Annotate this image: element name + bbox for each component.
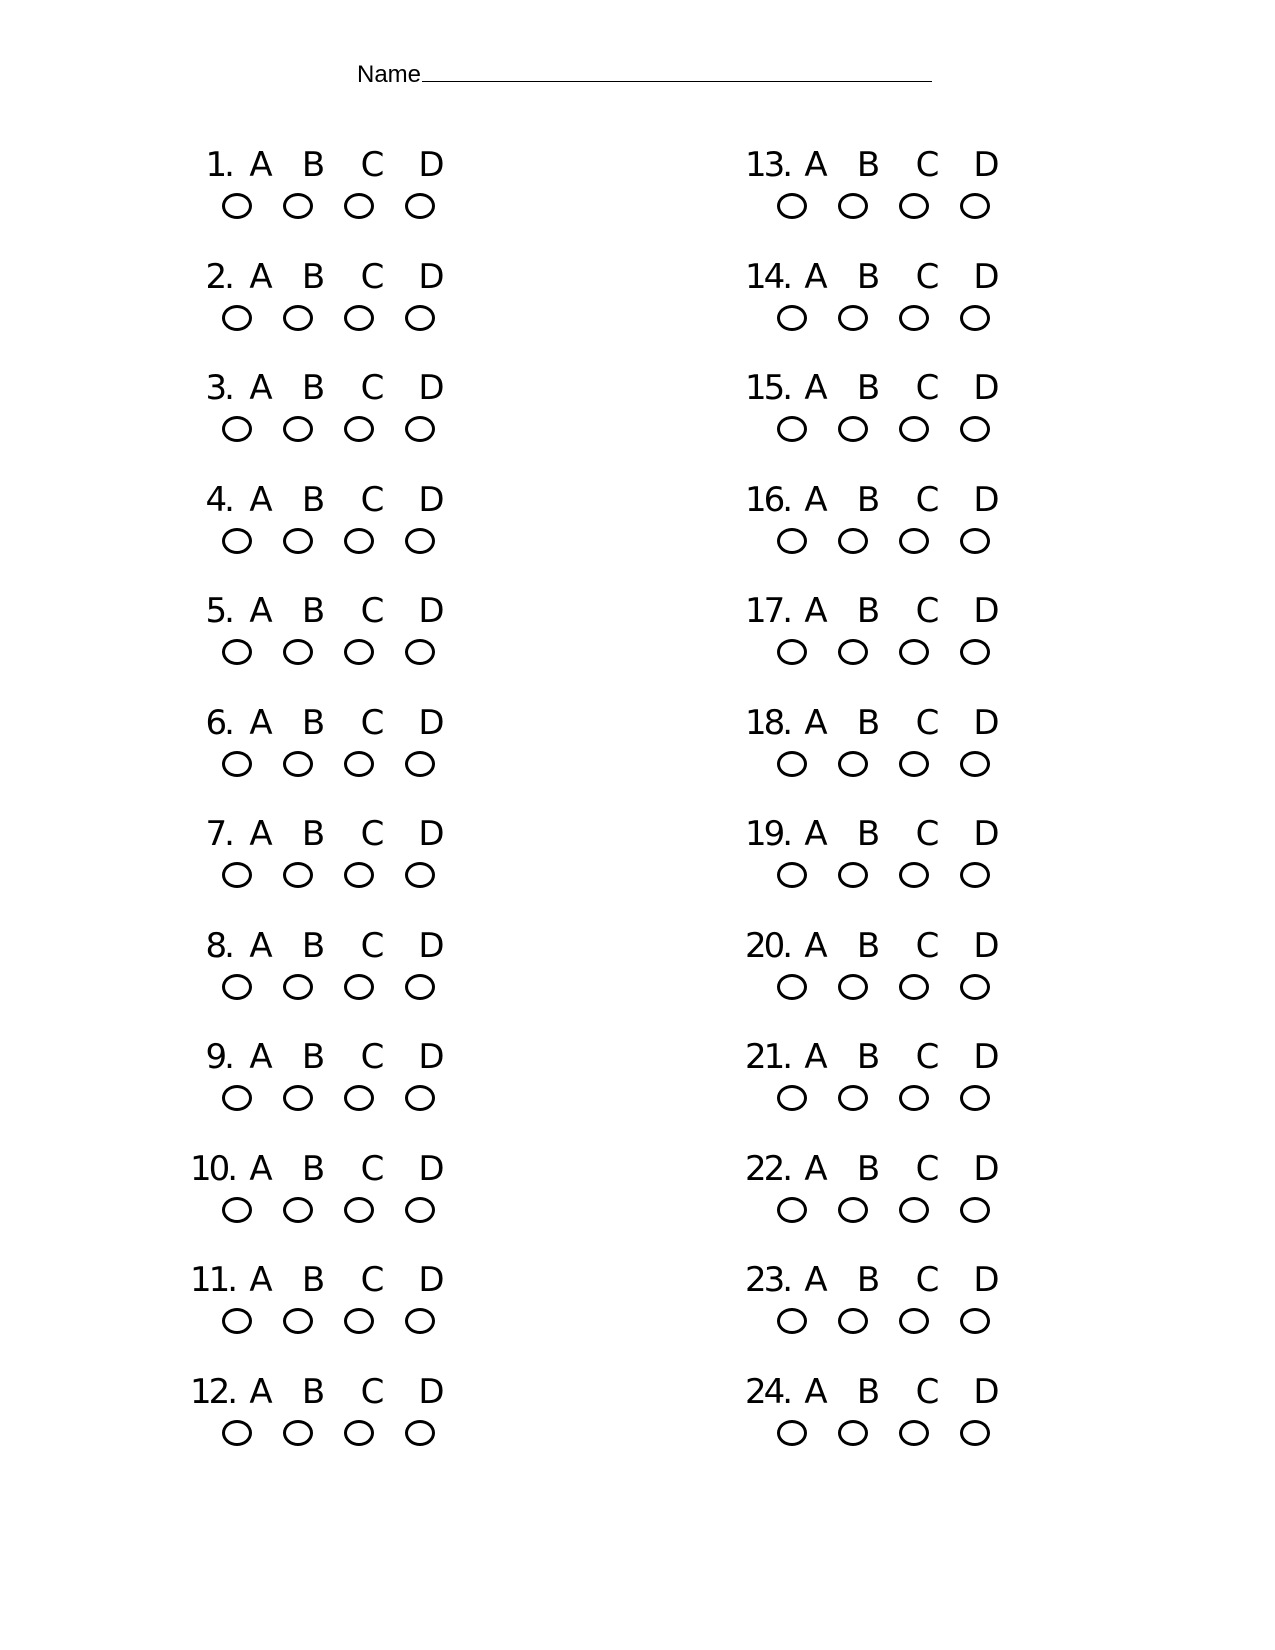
answer-bubble[interactable] [838, 862, 868, 888]
question-choices-row [745, 926, 1021, 970]
question-item [190, 814, 466, 926]
question-item [745, 145, 1021, 257]
question-number: 11. [190, 1260, 236, 1300]
choice-letter: C [360, 1371, 385, 1412]
choice-letter: D [418, 368, 445, 408]
question-item [745, 591, 1021, 703]
answer-bubble[interactable] [283, 305, 313, 331]
question-choices-row [745, 368, 1021, 412]
answer-bubble[interactable] [838, 528, 868, 554]
answer-bubble[interactable] [838, 639, 868, 665]
question-item [745, 1149, 1021, 1261]
choice-letter: D [418, 1371, 445, 1412]
answer-bubble[interactable] [344, 974, 374, 1000]
answer-bubble[interactable] [960, 1420, 990, 1446]
choice-letter: A [249, 145, 273, 185]
answer-bubble[interactable] [960, 193, 990, 219]
choice-letter: A [249, 702, 273, 743]
choice-letter: C [360, 1260, 385, 1300]
choice-letter: A [804, 1037, 828, 1077]
question-number: 12. [190, 1371, 236, 1412]
question-item [745, 257, 1021, 369]
choice-letter: D [973, 145, 1000, 185]
choice-letter: D [973, 479, 1000, 520]
answer-bubble[interactable] [777, 1197, 807, 1223]
choice-letter: B [856, 1148, 881, 1189]
answer-bubbles [777, 862, 1021, 888]
question-item [745, 1260, 1021, 1372]
question-item [190, 1037, 466, 1149]
question-number: 17. [745, 591, 791, 631]
choice-letter: D [973, 1371, 1000, 1412]
answer-bubbles [777, 1197, 1021, 1223]
answer-bubble[interactable] [960, 305, 990, 331]
answer-bubbles [222, 639, 466, 665]
answer-bubble[interactable] [344, 193, 374, 219]
choice-letter: D [418, 145, 445, 185]
choice-letter: B [301, 814, 326, 854]
question-item [190, 1260, 466, 1372]
answer-bubble[interactable] [283, 1085, 313, 1111]
choice-letter: B [301, 1260, 326, 1300]
choice-letter: B [301, 479, 326, 520]
choice-letter: C [915, 1037, 940, 1077]
choice-letter: C [915, 591, 940, 631]
choice-letter: A [804, 925, 828, 966]
question-number: 2. [205, 256, 232, 297]
choice-letter: A [249, 1037, 273, 1077]
answer-bubble[interactable] [899, 1420, 929, 1446]
question-number: 21. [745, 1037, 791, 1077]
choice-letter: C [360, 814, 385, 854]
choice-letter: C [915, 1371, 940, 1412]
answer-bubble[interactable] [283, 639, 313, 665]
choice-letter: A [804, 145, 828, 185]
answer-bubbles [777, 974, 1021, 1000]
answer-bubble[interactable] [777, 751, 807, 777]
answer-bubble[interactable] [222, 416, 252, 442]
question-choices-row [190, 145, 466, 189]
answer-bubble[interactable] [777, 1308, 807, 1334]
choice-letter: B [301, 256, 326, 297]
left-question-column [190, 145, 466, 1483]
question-choices-row [190, 257, 466, 301]
question-number: 8. [205, 925, 232, 966]
answer-bubble[interactable] [344, 1308, 374, 1334]
choice-letter: C [915, 1260, 940, 1300]
question-choices-row [190, 591, 466, 635]
choice-letter: D [973, 1037, 1000, 1077]
answer-bubble[interactable] [899, 305, 929, 331]
question-number: 6. [205, 702, 232, 743]
answer-bubble[interactable] [222, 862, 252, 888]
answer-bubble[interactable] [960, 1308, 990, 1334]
answer-bubble[interactable] [899, 1308, 929, 1334]
answer-bubbles [777, 1308, 1021, 1334]
choice-letter: D [973, 814, 1000, 854]
choice-letter: B [301, 591, 326, 631]
answer-bubble[interactable] [283, 193, 313, 219]
question-item [190, 480, 466, 592]
answer-bubble[interactable] [283, 1420, 313, 1446]
question-item [190, 368, 466, 480]
answer-bubble[interactable] [838, 751, 868, 777]
choice-letter: C [360, 1037, 385, 1077]
choice-letter: C [915, 479, 940, 520]
question-number: 14. [745, 256, 791, 297]
choice-letter: A [249, 479, 273, 520]
answer-bubble[interactable] [899, 974, 929, 1000]
question-item [745, 814, 1021, 926]
answer-bubble[interactable] [283, 528, 313, 554]
question-choices-row [745, 1037, 1021, 1081]
answer-bubble[interactable] [777, 305, 807, 331]
answer-bubble[interactable] [838, 1308, 868, 1334]
choice-letter: B [301, 1371, 326, 1412]
choice-letter: B [301, 368, 326, 408]
choice-letter: A [249, 925, 273, 966]
question-choices-row [745, 703, 1021, 747]
answer-bubble[interactable] [899, 528, 929, 554]
choice-letter: D [418, 925, 445, 966]
answer-bubble[interactable] [344, 862, 374, 888]
answer-bubbles [777, 1085, 1021, 1111]
question-choices-row [190, 1260, 466, 1304]
answer-bubbles [777, 193, 1021, 219]
question-item [190, 591, 466, 703]
question-choices-row [745, 1372, 1021, 1416]
choice-letter: D [973, 591, 1000, 631]
answer-bubble[interactable] [899, 862, 929, 888]
answer-bubble[interactable] [838, 974, 868, 1000]
answer-bubble[interactable] [899, 193, 929, 219]
choice-letter: B [856, 1037, 881, 1077]
choice-letter: D [418, 814, 445, 854]
choice-letter: B [856, 368, 881, 408]
choice-letter: B [856, 479, 881, 520]
question-number: 1. [205, 145, 232, 185]
choice-letter: C [915, 702, 940, 743]
answer-bubble[interactable] [344, 416, 374, 442]
question-item [745, 1372, 1021, 1484]
question-item [745, 480, 1021, 592]
answer-bubble[interactable] [222, 751, 252, 777]
question-item [745, 1037, 1021, 1149]
question-choices-row [190, 703, 466, 747]
choice-letter: C [360, 591, 385, 631]
choice-letter: A [804, 1260, 828, 1300]
question-choices-row [745, 1260, 1021, 1304]
choice-letter: B [856, 1260, 881, 1300]
answer-bubble[interactable] [777, 416, 807, 442]
name-label: Name [357, 61, 422, 88]
question-number: 23. [745, 1260, 791, 1300]
choice-letter: A [804, 256, 828, 297]
question-choices-row [190, 480, 466, 524]
answer-bubble[interactable] [405, 193, 435, 219]
question-choices-row [190, 368, 466, 412]
question-number: 9. [205, 1037, 232, 1077]
question-choices-row [745, 814, 1021, 858]
answer-bubble[interactable] [777, 193, 807, 219]
choice-letter: C [915, 368, 940, 408]
answer-bubbles [222, 751, 466, 777]
choice-letter: D [973, 368, 1000, 408]
choice-letter: B [856, 1371, 881, 1412]
answer-bubble[interactable] [222, 193, 252, 219]
answer-bubble[interactable] [344, 1420, 374, 1446]
choice-letter: C [360, 1148, 385, 1189]
question-number: 10. [190, 1148, 236, 1189]
answer-bubbles [222, 974, 466, 1000]
choice-letter: B [856, 925, 881, 966]
choice-letter: B [856, 145, 881, 185]
choice-letter: B [856, 591, 881, 631]
answer-bubble[interactable] [405, 639, 435, 665]
choice-letter: A [804, 591, 828, 631]
answer-bubble[interactable] [344, 639, 374, 665]
answer-bubble[interactable] [899, 416, 929, 442]
answer-bubble[interactable] [222, 1308, 252, 1334]
choice-letter: D [418, 1037, 445, 1077]
answer-bubbles [777, 639, 1021, 665]
question-choices-row [745, 480, 1021, 524]
choice-letter: A [804, 479, 828, 520]
question-item [745, 703, 1021, 815]
question-choices-row [745, 257, 1021, 301]
answer-bubbles [222, 1197, 466, 1223]
answer-bubble[interactable] [222, 305, 252, 331]
answer-bubble[interactable] [283, 862, 313, 888]
question-choices-row [745, 1149, 1021, 1193]
question-item [190, 1149, 466, 1261]
choice-letter: B [301, 1148, 326, 1189]
question-number: 16. [745, 479, 791, 520]
choice-letter: A [804, 1148, 828, 1189]
choice-letter: B [856, 702, 881, 743]
question-number: 7. [205, 814, 232, 854]
answer-bubble[interactable] [405, 305, 435, 331]
question-item [190, 145, 466, 257]
choice-letter: C [915, 925, 940, 966]
answer-bubble[interactable] [344, 305, 374, 331]
answer-bubble[interactable] [405, 862, 435, 888]
question-item [190, 926, 466, 1038]
answer-bubble[interactable] [344, 751, 374, 777]
answer-bubble[interactable] [960, 751, 990, 777]
question-item [190, 703, 466, 815]
question-number: 20. [745, 925, 791, 966]
choice-letter: C [360, 702, 385, 743]
choice-letter: D [973, 1148, 1000, 1189]
question-number: 22. [745, 1148, 791, 1189]
question-choices-row [745, 591, 1021, 635]
answer-bubble[interactable] [838, 193, 868, 219]
answer-bubble[interactable] [838, 305, 868, 331]
answer-bubbles [222, 1085, 466, 1111]
answer-bubble[interactable] [405, 1308, 435, 1334]
answer-bubbles [222, 416, 466, 442]
choice-letter: B [301, 145, 326, 185]
question-choices-row [745, 145, 1021, 189]
question-number: 3. [205, 368, 232, 408]
answer-bubble[interactable] [405, 1085, 435, 1111]
answer-bubble[interactable] [960, 974, 990, 1000]
choice-letter: A [249, 1371, 273, 1412]
answer-bubble[interactable] [777, 1085, 807, 1111]
answer-bubble[interactable] [777, 639, 807, 665]
answer-bubble[interactable] [960, 1085, 990, 1111]
choice-letter: A [249, 1260, 273, 1300]
question-choices-row [190, 1372, 466, 1416]
choice-letter: A [249, 814, 273, 854]
answer-bubbles [777, 528, 1021, 554]
answer-bubbles [222, 528, 466, 554]
name-blank-line[interactable] [422, 61, 932, 82]
choice-letter: A [249, 591, 273, 631]
answer-bubble[interactable] [899, 1085, 929, 1111]
answer-bubble[interactable] [899, 1197, 929, 1223]
question-item [745, 368, 1021, 480]
answer-bubbles [222, 1308, 466, 1334]
choice-letter: B [856, 256, 881, 297]
question-item [190, 257, 466, 369]
answer-bubble[interactable] [283, 1197, 313, 1223]
choice-letter: D [973, 1260, 1000, 1300]
choice-letter: A [804, 1371, 828, 1412]
choice-letter: D [973, 702, 1000, 743]
choice-letter: D [418, 479, 445, 520]
choice-letter: A [249, 1148, 273, 1189]
answer-bubble[interactable] [222, 1420, 252, 1446]
choice-letter: C [915, 145, 940, 185]
answer-bubble[interactable] [344, 528, 374, 554]
choice-letter: A [804, 702, 828, 743]
question-number: 5. [205, 591, 232, 631]
choice-letter: D [418, 256, 445, 297]
answer-bubble[interactable] [222, 639, 252, 665]
answer-bubbles [777, 305, 1021, 331]
choice-letter: B [301, 702, 326, 743]
question-number: 19. [745, 814, 791, 854]
right-question-column [745, 145, 1021, 1483]
choice-letter: C [360, 368, 385, 408]
question-number: 4. [205, 479, 232, 520]
choice-letter: A [804, 814, 828, 854]
answer-bubble[interactable] [344, 1085, 374, 1111]
choice-letter: B [856, 814, 881, 854]
question-choices-row [190, 1037, 466, 1081]
answer-bubble[interactable] [960, 416, 990, 442]
answer-bubble[interactable] [960, 862, 990, 888]
answer-bubble[interactable] [283, 974, 313, 1000]
choice-letter: B [301, 925, 326, 966]
answer-bubbles [777, 416, 1021, 442]
choice-letter: C [360, 256, 385, 297]
answer-bubble[interactable] [960, 639, 990, 665]
question-number: 24. [745, 1371, 791, 1412]
choice-letter: C [360, 479, 385, 520]
choice-letter: C [915, 256, 940, 297]
answer-bubble[interactable] [405, 1197, 435, 1223]
choice-letter: D [973, 925, 1000, 966]
question-choices-row [190, 926, 466, 970]
question-number: 13. [745, 145, 791, 185]
answer-bubbles [222, 1420, 466, 1446]
answer-bubble[interactable] [777, 862, 807, 888]
choice-letter: C [360, 925, 385, 966]
question-number: 18. [745, 702, 791, 743]
answer-bubbles [222, 305, 466, 331]
choice-letter: B [301, 1037, 326, 1077]
choice-letter: C [360, 145, 385, 185]
answer-bubble[interactable] [405, 974, 435, 1000]
answer-bubble[interactable] [405, 416, 435, 442]
answer-bubble[interactable] [283, 416, 313, 442]
choice-letter: D [418, 591, 445, 631]
answer-bubble[interactable] [777, 1420, 807, 1446]
answer-bubble[interactable] [222, 528, 252, 554]
answer-bubble[interactable] [838, 1197, 868, 1223]
answer-bubble[interactable] [405, 1420, 435, 1446]
question-choices-row [190, 1149, 466, 1193]
question-choices-row [190, 814, 466, 858]
answer-bubble[interactable] [899, 751, 929, 777]
choice-letter: C [915, 814, 940, 854]
choice-letter: C [915, 1148, 940, 1189]
answer-bubble[interactable] [838, 1085, 868, 1111]
answer-bubble[interactable] [899, 639, 929, 665]
answer-bubble[interactable] [405, 528, 435, 554]
choice-letter: D [418, 1148, 445, 1189]
answer-bubble[interactable] [777, 974, 807, 1000]
choice-letter: D [418, 1260, 445, 1300]
answer-bubble[interactable] [960, 1197, 990, 1223]
answer-bubbles [777, 751, 1021, 777]
answer-bubbles [222, 193, 466, 219]
name-field [357, 60, 932, 90]
answer-bubble[interactable] [960, 528, 990, 554]
answer-bubble[interactable] [283, 751, 313, 777]
answer-bubbles [222, 862, 466, 888]
choice-letter: A [249, 368, 273, 408]
choice-letter: D [418, 702, 445, 743]
choice-letter: A [804, 368, 828, 408]
answer-bubbles [777, 1420, 1021, 1446]
answer-bubble[interactable] [222, 1085, 252, 1111]
answer-bubble[interactable] [283, 1308, 313, 1334]
question-item [190, 1372, 466, 1484]
question-item [745, 926, 1021, 1038]
answer-bubble[interactable] [405, 751, 435, 777]
answer-bubble[interactable] [777, 528, 807, 554]
question-number: 15. [745, 368, 791, 408]
choice-letter: D [973, 256, 1000, 297]
answer-bubble[interactable] [344, 1197, 374, 1223]
answer-bubble[interactable] [838, 1420, 868, 1446]
choice-letter: A [249, 256, 273, 297]
answer-bubble[interactable] [222, 1197, 252, 1223]
answer-bubble[interactable] [222, 974, 252, 1000]
answer-bubble[interactable] [838, 416, 868, 442]
